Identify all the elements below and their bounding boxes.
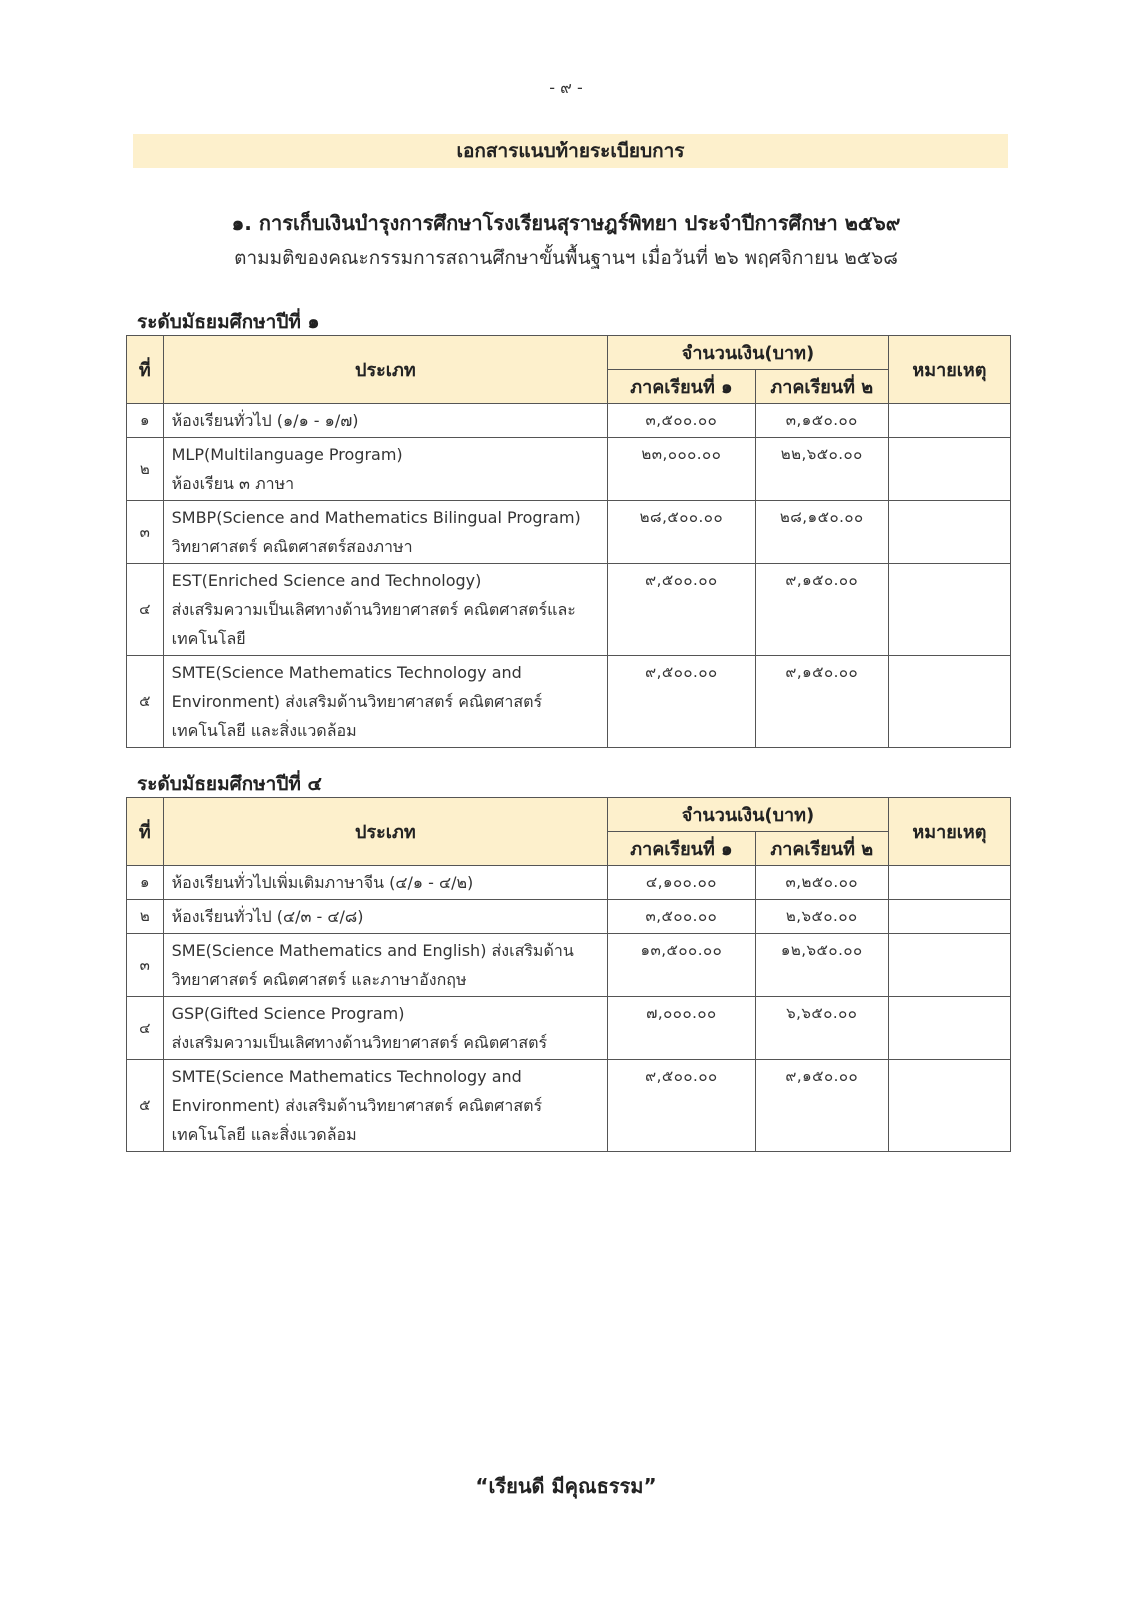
program-type-line: ห้องเรียนทั่วไปเพิ่มเติมภาษาจีน (๔/๑ - ๔/๒): [171, 873, 474, 892]
note-cell: [888, 866, 1010, 900]
semester-2-fee: ๒๒,๖๕๐.๐๐: [755, 438, 888, 501]
header-semester-2: ภาคเรียนที่ ๒: [755, 832, 888, 866]
program-type: [163, 404, 608, 438]
row-number: ๒: [127, 438, 164, 501]
header-semester-1: ภาคเรียนที่ ๑: [608, 832, 756, 866]
program-type: [163, 438, 608, 501]
page-number: - ๙ -: [549, 78, 583, 97]
semester-2-fee: ๒๘,๑๕๐.๐๐: [755, 501, 888, 564]
school-motto: “เรียนดี มีคุณธรรม”: [475, 1474, 657, 1498]
semester-1-fee: ๓,๕๐๐.๐๐: [608, 404, 756, 438]
row-number: ๓: [127, 501, 164, 564]
note-cell: [888, 438, 1010, 501]
appendix-banner: เอกสารแนบท้ายระเบียบการ: [133, 134, 1008, 168]
note-cell: [888, 1060, 1010, 1152]
semester-2-fee: ๑๒,๖๕๐.๐๐: [755, 934, 888, 997]
row-number: ๕: [127, 1060, 164, 1152]
program-type-line: EST(Enriched Science and Technology): [171, 571, 482, 590]
section-label-m1: ระดับมัธยมศึกษาปีที่ ๑: [137, 311, 320, 333]
header-amount: จำนวนเงิน(บาท): [608, 798, 889, 832]
header-no: ที่: [127, 336, 164, 404]
program-type: [163, 900, 608, 934]
note-cell: [888, 564, 1010, 656]
semester-1-fee: ๒๘,๕๐๐.๐๐: [608, 501, 756, 564]
program-type-line: วิทยาศาสตร์ คณิตศาสตร์สองภาษา: [171, 537, 413, 556]
program-type-line: ห้องเรียนทั่วไป (๔/๓ - ๔/๘): [171, 907, 364, 926]
table-row: [127, 564, 1011, 656]
table-row: [127, 656, 1011, 748]
program-type-line: SMBP(Science and Mathematics Bilingual Program): [171, 508, 581, 527]
program-type-line: SME(Science Mathematics and English) ส่งเสริมด้าน: [171, 941, 574, 960]
semester-1-fee: ๗,๐๐๐.๐๐: [608, 997, 756, 1060]
program-type: [163, 866, 608, 900]
document-subtitle: ตามมติของคณะกรรมการสถานศึกษาขั้นพื้นฐานฯ เมื่อวันที่ ๒๖ พฤศจิกายน ๒๕๖๘: [234, 247, 898, 269]
table-row: [127, 438, 1011, 501]
row-number: ๒: [127, 900, 164, 934]
semester-2-fee: ๓,๒๕๐.๐๐: [755, 866, 888, 900]
program-type-line: SMTE(Science Mathematics Technology and: [171, 1067, 522, 1086]
header-type: ประเภท: [163, 336, 608, 404]
program-type: [163, 1060, 608, 1152]
program-type-line: เทคโนโลยี และสิ่งแวดล้อม: [171, 721, 357, 740]
semester-1-fee: ๒๓,๐๐๐.๐๐: [608, 438, 756, 501]
semester-1-fee: ๙,๕๐๐.๐๐: [608, 1060, 756, 1152]
program-type-line: วิทยาศาสตร์ คณิตศาสตร์ และภาษาอังกฤษ: [171, 970, 467, 989]
note-cell: [888, 501, 1010, 564]
semester-1-fee: ๓,๕๐๐.๐๐: [608, 900, 756, 934]
row-number: ๕: [127, 656, 164, 748]
semester-1-fee: ๔,๑๐๐.๐๐: [608, 866, 756, 900]
header-note: หมายเหตุ: [888, 336, 1010, 404]
program-type-line: เทคโนโลยี และสิ่งแวดล้อม: [171, 1125, 357, 1144]
semester-1-fee: ๑๓,๕๐๐.๐๐: [608, 934, 756, 997]
program-type-line: Environment) ส่งเสริมด้านวิทยาศาสตร์ คณิตศาสตร์: [171, 1096, 543, 1115]
fee-table-m4: [126, 797, 1011, 1152]
section-label-m4: ระดับมัธยมศึกษาปีที่ ๔: [137, 773, 322, 795]
table-row: [127, 934, 1011, 997]
program-type: [163, 997, 608, 1060]
document-title: ๑. การเก็บเงินบำรุงการศึกษาโรงเรียนสุราษฎร์พิทยา ประจำปีการศึกษา ๒๕๖๙: [231, 211, 901, 235]
program-type-line: Environment) ส่งเสริมด้านวิทยาศาสตร์ คณิตศาสตร์: [171, 692, 543, 711]
program-type-line: ห้องเรียนทั่วไป (๑/๑ - ๑/๗): [171, 411, 359, 430]
note-cell: [888, 900, 1010, 934]
header-semester-1: ภาคเรียนที่ ๑: [608, 370, 756, 404]
program-type-line: ส่งเสริมความเป็นเลิศทางด้านวิทยาศาสตร์ คณิตศาสตร์: [171, 1033, 548, 1052]
semester-1-fee: ๙,๕๐๐.๐๐: [608, 656, 756, 748]
program-type-line: ห้องเรียน ๓ ภาษา: [171, 474, 295, 493]
semester-2-fee: ๙,๑๕๐.๐๐: [755, 564, 888, 656]
program-type-line: GSP(Gifted Science Program): [171, 1004, 405, 1023]
header-amount: จำนวนเงิน(บาท): [608, 336, 889, 370]
row-number: ๑: [127, 866, 164, 900]
note-cell: [888, 934, 1010, 997]
semester-2-fee: ๙,๑๕๐.๐๐: [755, 1060, 888, 1152]
semester-2-fee: ๓,๑๕๐.๐๐: [755, 404, 888, 438]
program-type: [163, 564, 608, 656]
row-number: ๔: [127, 997, 164, 1060]
semester-2-fee: ๙,๑๕๐.๐๐: [755, 656, 888, 748]
program-type: [163, 501, 608, 564]
table-row: [127, 404, 1011, 438]
table-row: [127, 900, 1011, 934]
note-cell: [888, 656, 1010, 748]
semester-1-fee: ๙,๕๐๐.๐๐: [608, 564, 756, 656]
row-number: ๓: [127, 934, 164, 997]
header-type: ประเภท: [163, 798, 608, 866]
table-body: [127, 404, 1011, 748]
table-row: [127, 866, 1011, 900]
note-cell: [888, 404, 1010, 438]
header-semester-2: ภาคเรียนที่ ๒: [755, 370, 888, 404]
program-type-line: ส่งเสริมความเป็นเลิศทางด้านวิทยาศาสตร์ คณิตศาสตร์และ: [171, 600, 576, 619]
program-type-line: เทคโนโลยี: [171, 629, 246, 648]
program-type: [163, 934, 608, 997]
program-type: [163, 656, 608, 748]
fee-table-m1: [126, 335, 1011, 748]
semester-2-fee: ๖,๖๕๐.๐๐: [755, 997, 888, 1060]
note-cell: [888, 997, 1010, 1060]
program-type-line: MLP(Multilanguage Program): [171, 445, 403, 464]
program-type-line: SMTE(Science Mathematics Technology and: [171, 663, 522, 682]
table-row: [127, 1060, 1011, 1152]
header-note: หมายเหตุ: [888, 798, 1010, 866]
header-no: ที่: [127, 798, 164, 866]
table-body: [127, 866, 1011, 1152]
table-row: [127, 997, 1011, 1060]
row-number: ๔: [127, 564, 164, 656]
row-number: ๑: [127, 404, 164, 438]
table-row: [127, 501, 1011, 564]
semester-2-fee: ๒,๖๕๐.๐๐: [755, 900, 888, 934]
